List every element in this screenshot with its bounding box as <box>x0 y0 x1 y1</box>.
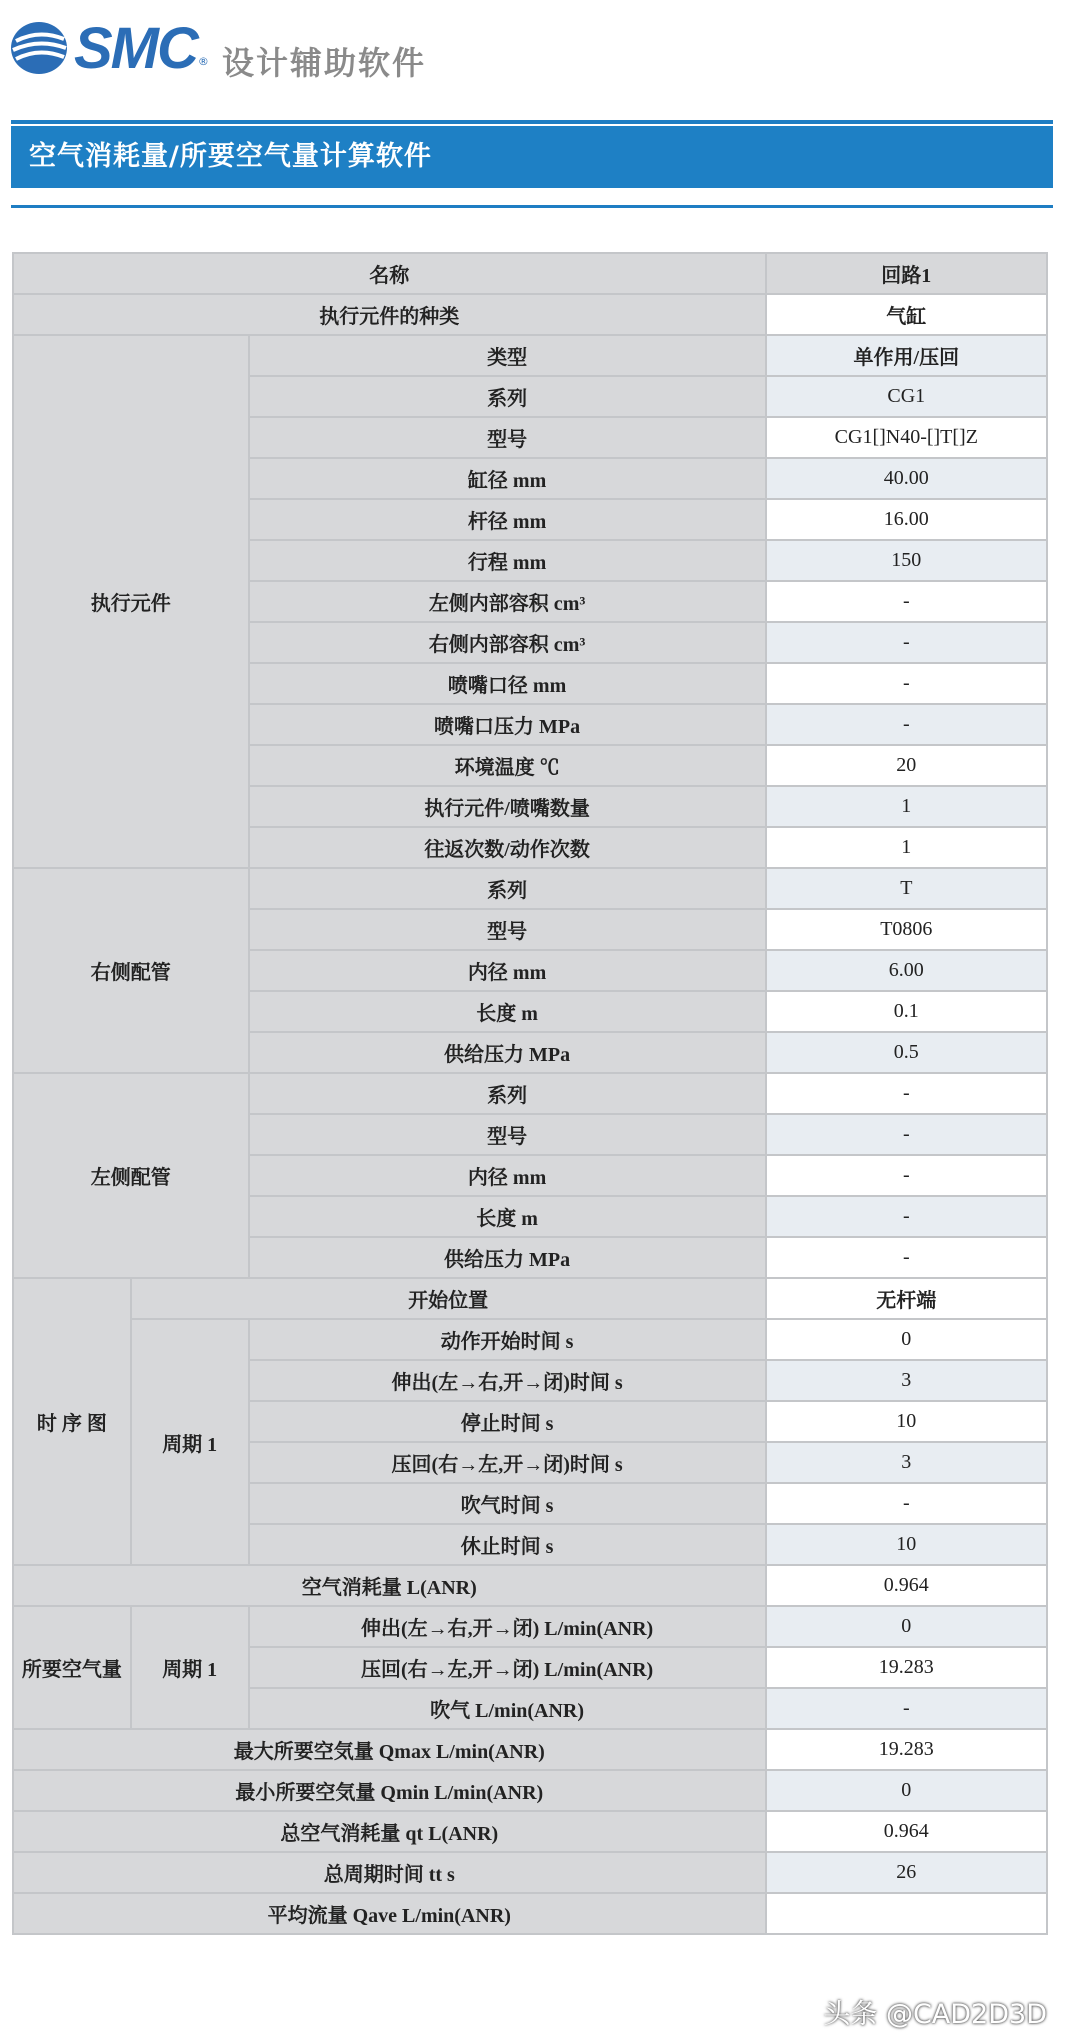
param-label: 喷嘴口压力 MPa <box>249 704 766 745</box>
start-position-value: 无杆端 <box>766 1278 1047 1319</box>
table-row <box>13 1606 1047 1647</box>
required-value: 0 <box>766 1606 1047 1647</box>
param-label: 系列 <box>249 868 766 909</box>
param-value: 1 <box>766 827 1047 868</box>
page-title: 空气消耗量/所要空气量计算软件 <box>11 126 1053 188</box>
timing-value: 10 <box>766 1524 1047 1565</box>
timing-value: - <box>766 1483 1047 1524</box>
param-label: 内径 mm <box>249 1155 766 1196</box>
param-value: - <box>766 622 1047 663</box>
param-value: 1 <box>766 786 1047 827</box>
required-value: - <box>766 1688 1047 1729</box>
param-value: CG1 <box>766 376 1047 417</box>
actuator-type-label: 执行元件的种类 <box>13 294 766 335</box>
param-label: 右侧内部容积 cm³ <box>249 622 766 663</box>
param-value: 20 <box>766 745 1047 786</box>
smc-globe-icon <box>10 19 68 77</box>
table-row <box>13 1565 1047 1606</box>
param-value: - <box>766 1196 1047 1237</box>
required-value: 19.283 <box>766 1647 1047 1688</box>
smc-logo <box>10 14 209 82</box>
param-label: 系列 <box>249 1073 766 1114</box>
banner-top-line <box>11 120 1053 124</box>
timing-label: 吹气时间 s <box>249 1483 766 1524</box>
summary-value: 0.964 <box>766 1811 1047 1852</box>
registered-mark: ® <box>197 55 209 68</box>
summary-label: 总周期时间 tt s <box>13 1852 766 1893</box>
param-value: 40.00 <box>766 458 1047 499</box>
param-label: 类型 <box>249 335 766 376</box>
required-label: 吹气 L/min(ANR) <box>249 1688 766 1729</box>
calculation-table <box>12 252 1048 1935</box>
table-row <box>13 1852 1047 1893</box>
param-label: 执行元件/喷嘴数量 <box>249 786 766 827</box>
timing-value: 10 <box>766 1401 1047 1442</box>
param-label: 往返次数/动作次数 <box>249 827 766 868</box>
start-position-label: 开始位置 <box>131 1278 766 1319</box>
logo-text: SMC <box>74 15 197 81</box>
param-value: - <box>766 1114 1047 1155</box>
table-row <box>13 1893 1047 1934</box>
table-row <box>13 253 1047 294</box>
table-row <box>13 1319 1047 1360</box>
param-value: T <box>766 868 1047 909</box>
param-label: 型号 <box>249 1114 766 1155</box>
param-label: 供给压力 MPa <box>249 1237 766 1278</box>
param-label: 喷嘴口径 mm <box>249 663 766 704</box>
watermark: 头条 @CAD2D3D <box>823 1999 1047 2030</box>
param-value: CG1[]N40-[]T[]Z <box>766 417 1047 458</box>
param-label: 供给压力 MPa <box>249 1032 766 1073</box>
table-row <box>13 1811 1047 1852</box>
group-cycle: 周期 1 <box>131 1606 249 1729</box>
param-label: 环境温度 ℃ <box>249 745 766 786</box>
param-label: 缸径 mm <box>249 458 766 499</box>
air-consumption-label: 空气消耗量 L(ANR) <box>13 1565 766 1606</box>
circuit-name: 回路1 <box>766 253 1047 294</box>
group-cycle: 周期 1 <box>131 1319 249 1565</box>
timing-label: 动作开始时间 s <box>249 1319 766 1360</box>
group-required-air: 所要空气量 <box>13 1606 131 1729</box>
table-row <box>13 1073 1047 1114</box>
summary-value: 0 <box>766 1770 1047 1811</box>
param-label: 内径 mm <box>249 950 766 991</box>
required-label: 伸出(左→右,开→闭) L/min(ANR) <box>249 1606 766 1647</box>
table-row <box>13 1770 1047 1811</box>
param-label: 系列 <box>249 376 766 417</box>
summary-label: 最大所要空気量 Qmax L/min(ANR) <box>13 1729 766 1770</box>
timing-label: 伸出(左→右,开→闭)时间 s <box>249 1360 766 1401</box>
table-row <box>13 1729 1047 1770</box>
app-subtitle: 设计辅助软件 <box>222 44 427 82</box>
param-value: - <box>766 1073 1047 1114</box>
table-row <box>13 294 1047 335</box>
timing-value: 3 <box>766 1442 1047 1483</box>
param-value: 16.00 <box>766 499 1047 540</box>
param-value: 0.5 <box>766 1032 1047 1073</box>
summary-value: 26 <box>766 1852 1047 1893</box>
banner-bottom-line <box>11 205 1053 208</box>
timing-value: 3 <box>766 1360 1047 1401</box>
table-row <box>13 1278 1047 1319</box>
required-label: 压回(右→左,开→闭) L/min(ANR) <box>249 1647 766 1688</box>
summary-value: 19.283 <box>766 1729 1047 1770</box>
param-value: - <box>766 581 1047 622</box>
name-label: 名称 <box>13 253 766 294</box>
summary-label: 总空气消耗量 qt L(ANR) <box>13 1811 766 1852</box>
timing-label: 压回(右→左,开→闭)时间 s <box>249 1442 766 1483</box>
header <box>0 0 1065 118</box>
param-label: 长度 m <box>249 991 766 1032</box>
param-label: 杆径 mm <box>249 499 766 540</box>
table-row <box>13 335 1047 376</box>
param-value: 单作用/压回 <box>766 335 1047 376</box>
param-label: 左侧内部容积 cm³ <box>249 581 766 622</box>
param-label: 长度 m <box>249 1196 766 1237</box>
summary-label: 平均流量 Qave L/min(ANR) <box>13 1893 766 1934</box>
timing-value: 0 <box>766 1319 1047 1360</box>
param-value: 150 <box>766 540 1047 581</box>
actuator-type-value: 气缸 <box>766 294 1047 335</box>
param-label: 行程 mm <box>249 540 766 581</box>
timing-label: 停止时间 s <box>249 1401 766 1442</box>
param-label: 型号 <box>249 909 766 950</box>
timing-label: 休止时间 s <box>249 1524 766 1565</box>
param-value: - <box>766 1155 1047 1196</box>
group-timing: 时 序 图 <box>13 1278 131 1565</box>
group-left-pipe: 左侧配管 <box>13 1073 249 1278</box>
param-label: 型号 <box>249 417 766 458</box>
param-value: 6.00 <box>766 950 1047 991</box>
summary-value <box>766 1893 1047 1934</box>
air-consumption-value: 0.964 <box>766 1565 1047 1606</box>
param-value: - <box>766 704 1047 745</box>
summary-label: 最小所要空気量 Qmin L/min(ANR) <box>13 1770 766 1811</box>
param-value: - <box>766 663 1047 704</box>
group-right-pipe: 右侧配管 <box>13 868 249 1073</box>
table-row <box>13 868 1047 909</box>
param-value: 0.1 <box>766 991 1047 1032</box>
param-value: T0806 <box>766 909 1047 950</box>
param-value: - <box>766 1237 1047 1278</box>
group-actuator: 执行元件 <box>13 335 249 868</box>
